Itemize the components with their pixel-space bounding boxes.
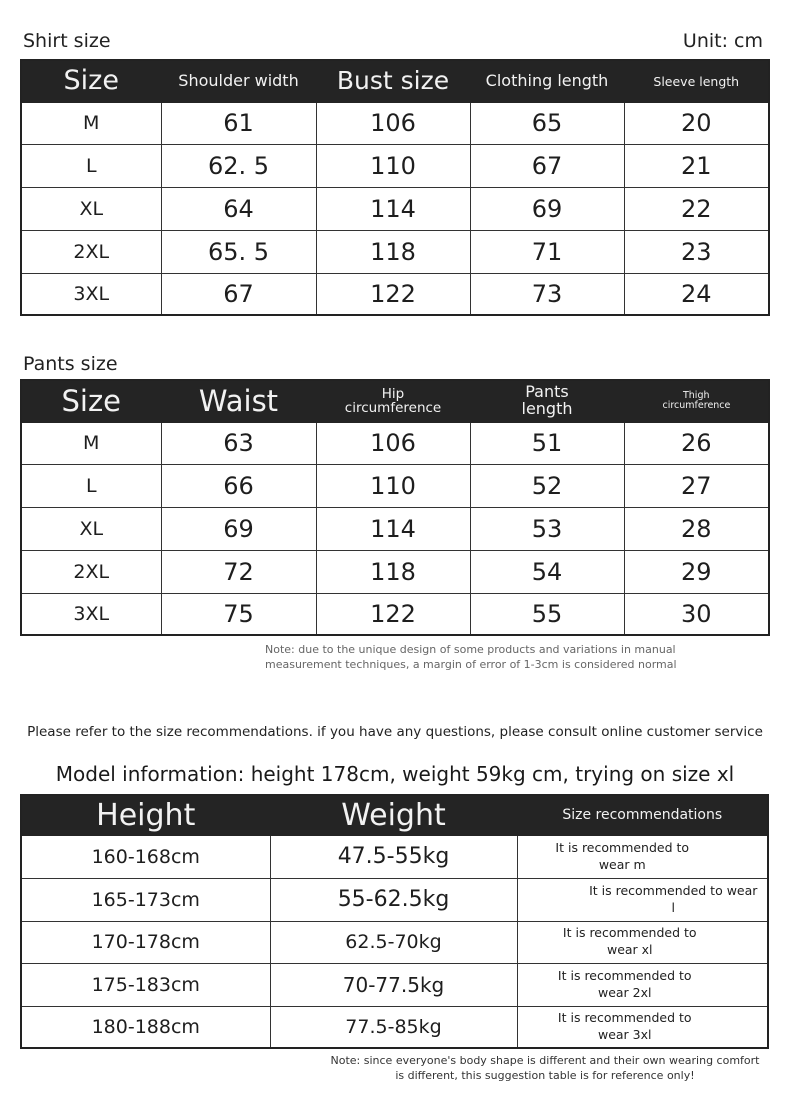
pants-header-row — [21, 380, 769, 422]
weight-cell: 47.5-55kg — [270, 835, 517, 878]
pants-size-table — [20, 379, 770, 636]
pants-length-cell: 54 — [470, 550, 624, 593]
length-cell: 73 — [470, 273, 624, 315]
shirt-header-length: Clothing length — [470, 60, 624, 102]
table-row — [21, 550, 769, 593]
pants-length-cell: 53 — [470, 507, 624, 550]
recommend-header-height: Height — [21, 795, 270, 835]
unit-label: Unit: cm — [682, 30, 763, 52]
size-cell: M — [21, 422, 161, 464]
pants-length-cell: 51 — [470, 422, 624, 464]
recommendation-cell: It is recommended to wear 2xl — [517, 963, 768, 1006]
height-cell: 180-188cm — [21, 1006, 270, 1048]
shirt-header-bust: Bust size — [316, 60, 470, 102]
thigh-cell: 26 — [624, 422, 769, 464]
sleeve-cell: 21 — [624, 144, 769, 187]
shoulder-cell: 65. 5 — [161, 230, 316, 273]
waist-cell: 72 — [161, 550, 316, 593]
model-information: Model information: height 178cm, weight 59kg cm, trying on size xl — [55, 762, 735, 786]
length-cell: 71 — [470, 230, 624, 273]
hip-cell: 106 — [316, 422, 470, 464]
hip-cell: 114 — [316, 507, 470, 550]
pants-header-hip: Hip circumference — [316, 380, 470, 422]
bust-cell: 110 — [316, 144, 470, 187]
sleeve-cell: 23 — [624, 230, 769, 273]
size-cell: 3XL — [21, 593, 161, 635]
shirt-size-title: Shirt size — [23, 30, 111, 52]
bust-cell: 122 — [316, 273, 470, 315]
length-cell: 69 — [470, 187, 624, 230]
size-recommendation-table — [20, 794, 769, 1049]
bust-cell: 118 — [316, 230, 470, 273]
table-row — [21, 144, 769, 187]
hip-cell: 122 — [316, 593, 470, 635]
shirt-size-table — [20, 59, 770, 316]
table-row — [21, 273, 769, 315]
waist-cell: 69 — [161, 507, 316, 550]
table-row — [21, 102, 769, 144]
weight-cell: 70-77.5kg — [270, 963, 517, 1006]
table-row — [21, 835, 768, 878]
reference-note: Note: since everyone's body shape is different and their own wearing comfort is different, this suggestion table is for reference only! — [330, 1054, 760, 1082]
size-cell: 2XL — [21, 230, 161, 273]
height-cell: 165-173cm — [21, 878, 270, 921]
bust-cell: 114 — [316, 187, 470, 230]
height-cell: 175-183cm — [21, 963, 270, 1006]
recommend-header-row — [21, 795, 768, 835]
thigh-cell: 30 — [624, 593, 769, 635]
measurement-note: Note: due to the unique design of some products and variations in manual measurement techniques, a margin of error of 1-3cm is considered normal — [265, 643, 677, 671]
waist-cell: 75 — [161, 593, 316, 635]
length-cell: 67 — [470, 144, 624, 187]
table-row — [21, 230, 769, 273]
bust-cell: 106 — [316, 102, 470, 144]
thigh-cell: 28 — [624, 507, 769, 550]
shirt-header-size: Size — [21, 60, 161, 102]
shoulder-cell: 61 — [161, 102, 316, 144]
sleeve-cell: 22 — [624, 187, 769, 230]
table-row — [21, 187, 769, 230]
weight-cell: 55-62.5kg — [270, 878, 517, 921]
table-row — [21, 464, 769, 507]
size-cell: L — [21, 144, 161, 187]
pants-length-cell: 52 — [470, 464, 624, 507]
recommendation-cell: It is recommended to wear m — [517, 835, 768, 878]
size-cell: 3XL — [21, 273, 161, 315]
length-cell: 65 — [470, 102, 624, 144]
weight-cell: 77.5-85kg — [270, 1006, 517, 1048]
shoulder-cell: 62. 5 — [161, 144, 316, 187]
size-cell: XL — [21, 187, 161, 230]
size-cell: XL — [21, 507, 161, 550]
size-cell: 2XL — [21, 550, 161, 593]
hip-cell: 110 — [316, 464, 470, 507]
hip-cell: 118 — [316, 550, 470, 593]
waist-cell: 63 — [161, 422, 316, 464]
height-cell: 160-168cm — [21, 835, 270, 878]
thigh-cell: 29 — [624, 550, 769, 593]
guidance-text: Please refer to the size recommendations. if you have any questions, please consult online customer service — [27, 724, 763, 740]
waist-cell: 66 — [161, 464, 316, 507]
pants-length-cell: 55 — [470, 593, 624, 635]
pants-header-length: Pants length — [470, 380, 624, 422]
recommend-header-weight: Weight — [270, 795, 517, 835]
recommendation-cell: It is recommended to wear 3xl — [517, 1006, 768, 1048]
height-cell: 170-178cm — [21, 921, 270, 963]
shirt-header-shoulder: Shoulder width — [161, 60, 316, 102]
sleeve-cell: 20 — [624, 102, 769, 144]
table-row — [21, 1006, 768, 1048]
pants-header-waist: Waist — [161, 380, 316, 422]
table-row — [21, 878, 768, 921]
shoulder-cell: 67 — [161, 273, 316, 315]
table-row — [21, 921, 768, 963]
table-row — [21, 963, 768, 1006]
shirt-header-row — [21, 60, 769, 102]
shoulder-cell: 64 — [161, 187, 316, 230]
shirt-header-sleeve: Sleeve length — [624, 60, 769, 102]
recommend-header-size: Size recommendations — [517, 795, 768, 835]
weight-cell: 62.5-70kg — [270, 921, 517, 963]
size-cell: L — [21, 464, 161, 507]
table-row — [21, 507, 769, 550]
table-row — [21, 422, 769, 464]
size-cell: M — [21, 102, 161, 144]
table-row — [21, 593, 769, 635]
pants-header-size: Size — [21, 380, 161, 422]
pants-header-thigh: Thigh circumference — [624, 380, 769, 422]
recommendation-cell: It is recommended to wear l — [517, 878, 768, 921]
sleeve-cell: 24 — [624, 273, 769, 315]
thigh-cell: 27 — [624, 464, 769, 507]
recommendation-cell: It is recommended to wear xl — [517, 921, 768, 963]
pants-size-title: Pants size — [23, 353, 118, 375]
